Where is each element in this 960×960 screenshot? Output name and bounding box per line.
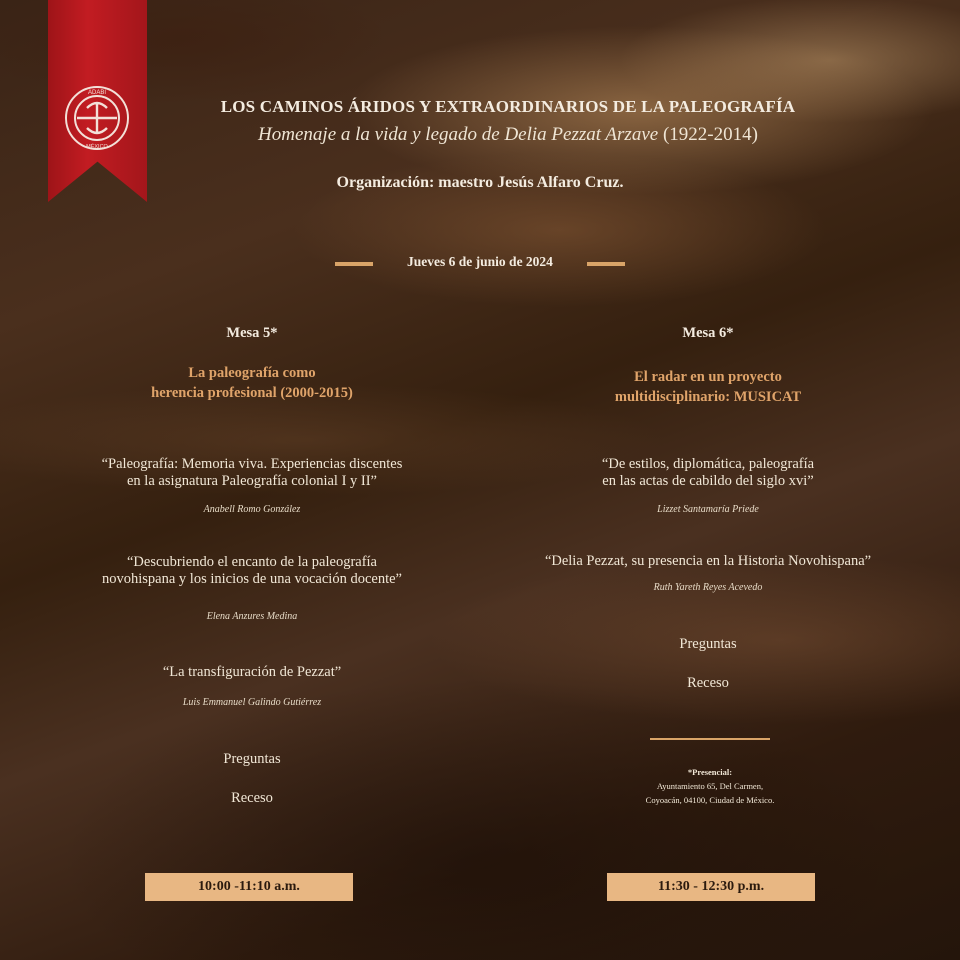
event-title: LOS CAMINOS ÁRIDOS Y EXTRAORDINARIOS DE LA PALEOGRAFÍA [220,97,796,116]
talk-title-line1: “Paleografía: Memoria viva. Experiencias discentes [101,456,403,472]
venue-address-line2: Coyoacán, 04100, Ciudad de México. [645,795,775,805]
venue-divider [650,738,770,740]
mesa-6-theme [508,367,908,407]
mesa-6-theme-line1: El radar en un proyecto [634,369,782,385]
talk-title: “La transfiguración de Pezzat” [162,664,342,680]
mesa-5-theme [52,363,452,403]
seal-top-text: ADABI [87,90,107,96]
talk-item [52,554,452,588]
venue-info [600,765,820,807]
venue-label: *Presencial: [687,767,733,777]
talk-title-line2: novohispana y los inicios de una vocación docente” [102,571,402,587]
talk-author: Anabell Romo González [203,504,301,515]
talk-author: Lizzet Santamaría Priede [657,504,759,515]
date-row [0,254,960,274]
seal-bottom-text: MÉXICO [86,144,108,150]
event-date: Jueves 6 de junio de 2024 [407,254,553,269]
talk-author: Elena Anzures Medina [206,611,298,622]
talk-item [52,456,452,490]
mesa-6-time-badge: 11:30 - 12:30 p.m. [607,873,815,901]
venue-address-line1: Ayuntamiento 65, Del Carmen, [656,781,764,791]
mesa-5-theme-line2: herencia profesional (2000-2015) [151,385,353,401]
subtitle-years: (1922-2014) [662,124,758,145]
mesa-6-title: Mesa 6* [682,325,734,341]
mesa-5-recess: Receso [231,790,273,806]
talk-author: Luis Emmanuel Galindo Gutiérrez [182,697,322,708]
talk-author: Ruth Yareth Reyes Acevedo [653,582,763,593]
mesa-5-title: Mesa 5* [226,325,278,341]
talk-title-line1: “Descubriendo el encanto de la paleografía [127,554,377,570]
mesa-5-questions: Preguntas [223,751,281,767]
talk-title-line1: “De estilos, diplomática, paleografía [601,456,815,472]
mesa-5-theme-line1: La paleografía como [188,365,316,381]
mesa-6-questions: Preguntas [679,636,737,652]
mesa-6-recess: Receso [687,675,729,691]
talk-title-line2: en la asignatura Paleografía colonial I y II” [126,473,377,489]
talk-title: “Delia Pezzat, su presencia en la Historia Novohispana” [544,553,872,569]
mesa-6-theme-line2: multidisciplinario: MUSICAT [614,389,802,405]
talk-item [508,456,908,490]
organizer: Organización: maestro Jesús Alfaro Cruz. [336,174,624,191]
talk-title-line2: en las actas de cabildo del siglo xvi” [602,473,814,489]
mesa-5-time-badge: 10:00 -11:10 a.m. [145,873,353,901]
date-right-rule [587,262,625,266]
event-subtitle [0,124,960,146]
subtitle-tribute: Homenaje a la vida y legado de Delia Pezzat Arzave [258,124,659,145]
